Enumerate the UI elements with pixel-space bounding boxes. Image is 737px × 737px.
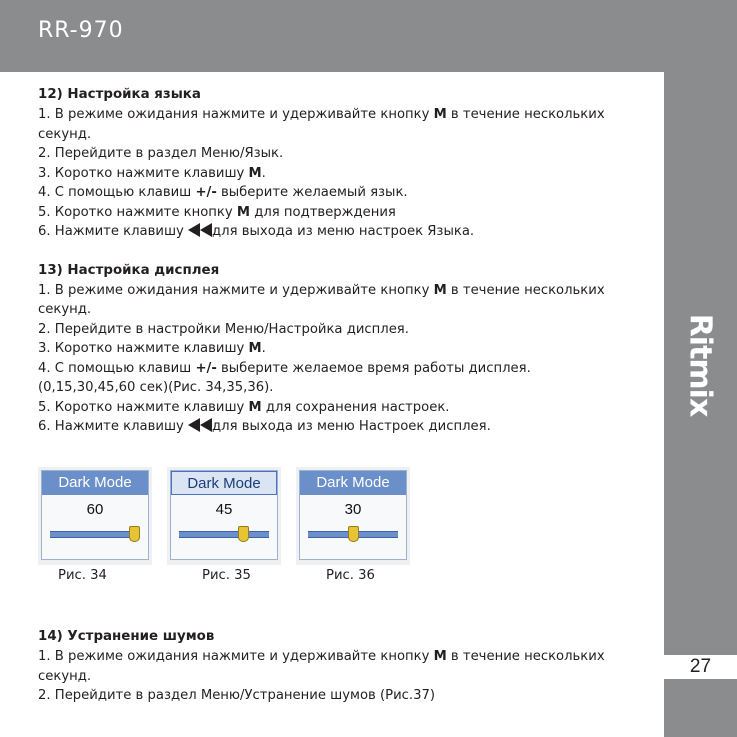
model-name: RR-970 — [38, 18, 124, 43]
page-number: 27 — [689, 656, 712, 677]
section-13-title: 13) Настройка дисплея — [38, 262, 220, 278]
section-13-step-2: 2. Перейдите в настройки Меню/Настройка дисплея. — [38, 321, 409, 337]
section-14-step-1-cont: секунд. — [38, 668, 92, 684]
section-12-step-5: 5. Коротко нажмите кнопку M для подтверждения — [38, 204, 396, 220]
panel-title: Dark Mode — [171, 471, 277, 495]
section-13-step-4: 4. С помощью клавиш +/- выберите желаемое время работы дисплея. — [38, 360, 531, 376]
section-13-step-4-cont: (0,15,30,45,60 сек)(Рис. 34,35,36). — [38, 380, 274, 395]
figure-36-caption: Рис. 36 — [326, 568, 375, 583]
slider-track — [179, 531, 269, 538]
figure-34 — [38, 467, 152, 565]
dark-mode-panel — [299, 470, 407, 560]
dark-mode-panel — [170, 470, 278, 560]
section-13-step-1: 1. В режиме ожидания нажмите и удерживайте кнопку M в течение нескольких — [38, 282, 605, 298]
section-14-step-2: 2. Перейдите в раздел Меню/Устранение шумов (Рис.37) — [38, 688, 436, 703]
slider-knob — [238, 526, 249, 542]
page-number-box — [664, 655, 737, 679]
slider-knob — [129, 526, 140, 542]
section-14-title: 14) Устранение шумов — [38, 629, 215, 644]
panel-value: 60 — [86, 501, 104, 518]
slider-track — [50, 531, 140, 538]
dark-mode-panel — [41, 470, 149, 560]
section-13-step-5: 5. Коротко нажмите клавишу M для сохранения настроек. — [38, 399, 450, 415]
panel-title: Dark Mode — [42, 471, 148, 495]
panel-value: 45 — [215, 501, 233, 518]
section-13-step-3: 3. Коротко нажмите клавишу M. — [38, 341, 266, 356]
figure-35 — [167, 467, 281, 565]
section-12-step-3: 3. Коротко нажмите клавишу M. — [38, 165, 266, 181]
section-12-step-1: 1. В режиме ожидания нажмите и удерживайте кнопку M в течение нескольких — [38, 107, 605, 122]
rewind-icon — [188, 223, 212, 237]
slider-knob — [348, 526, 359, 542]
panel-value: 30 — [344, 501, 362, 518]
section-12-step-1-cont: секунд. — [38, 126, 92, 142]
display-figures — [38, 467, 410, 565]
manual-content-2 — [38, 627, 658, 706]
manual-content — [38, 85, 658, 437]
brand-logo: Ritmix — [682, 313, 718, 417]
section-12-step-4: 4. С помощью клавиш +/- выберите желаемый язык. — [38, 185, 408, 200]
figure-35-caption: Рис. 35 — [202, 568, 251, 583]
figure-36 — [296, 467, 410, 565]
section-12-step-6: 6. Нажмите клавишу для выхода из меню настроек Языка. — [38, 224, 475, 239]
figure-34-caption: Рис. 34 — [58, 568, 107, 583]
section-12-step-2: 2. Перейдите в раздел Меню/Язык. — [38, 146, 284, 161]
panel-title: Dark Mode — [300, 471, 406, 495]
rewind-icon — [188, 418, 212, 432]
section-14-step-1: 1. В режиме ожидания нажмите и удерживайте кнопку M в течение нескольких — [38, 649, 605, 664]
section-13-step-1-cont: секунд. — [38, 302, 92, 317]
section-13-step-6: 6. Нажмите клавишу для выхода из меню Настроек дисплея. — [38, 419, 491, 434]
section-12-title: 12) Настройка языка — [38, 87, 201, 102]
